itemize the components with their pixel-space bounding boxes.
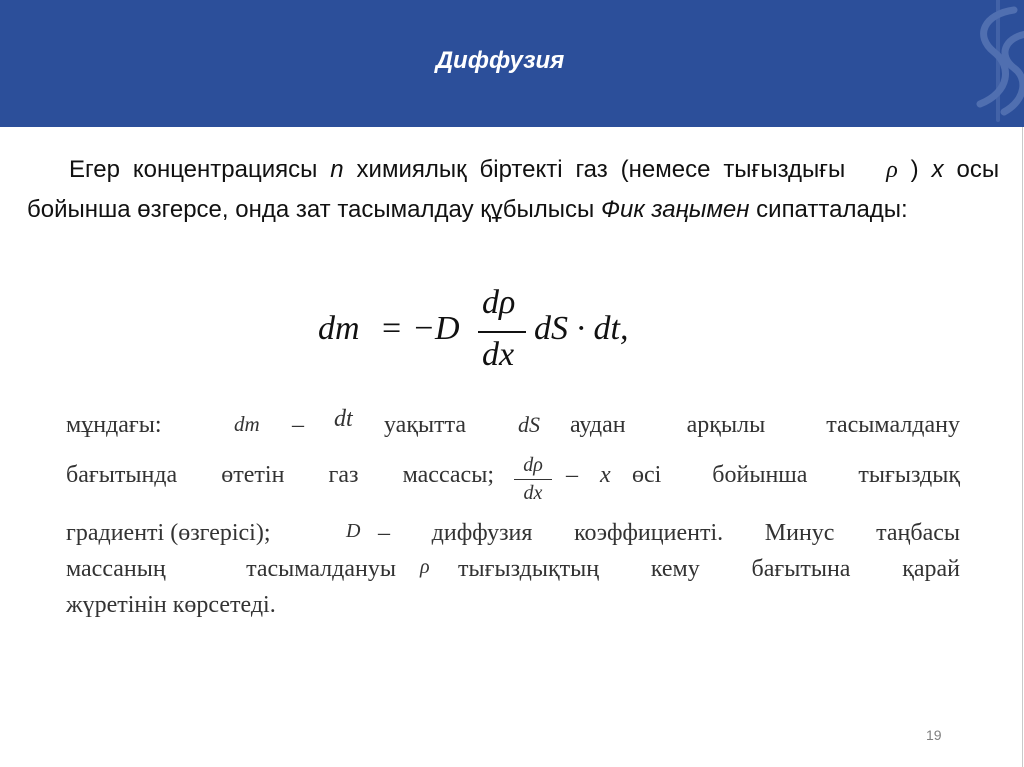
paragraph-part3: ) [910, 156, 919, 183]
symbol-dt: dt [334, 406, 353, 432]
paragraph-part1: Егер концентрациясы [69, 156, 318, 183]
formula-minus-d: −D [412, 310, 460, 347]
formula-equals: = [382, 310, 402, 347]
formula-tail: dS · dt, [534, 310, 629, 347]
symbol-rho: ρ [420, 556, 430, 578]
fick-law-formula [0, 280, 1024, 380]
explanation-line-5 [66, 592, 960, 632]
explanation-word-mundagy: мұндағы: [66, 412, 162, 438]
symbol-D: D [346, 520, 361, 542]
paragraph-part2: химиялық біртекті газ (немесе тығыздығы [356, 156, 846, 183]
fick-law-term: Фик заңымен [600, 196, 750, 223]
explanation-line5-text: жүретінін көрсетеді. [66, 592, 276, 618]
dollar-swirl-watermark-icon [954, 0, 1024, 127]
paragraph-part4: осы бойынша өзгерсе, онда зат тасымалдау құбылысы [27, 156, 1000, 223]
explanation-dash: – [292, 412, 304, 438]
slide-title: Диффузия [435, 47, 565, 74]
explanation-fraction-den: dx [523, 482, 543, 504]
explanation-line4-tail: тығыздықтың кему бағытына қарай [458, 556, 960, 582]
symbol-ds: dS [518, 412, 540, 437]
explanation-line4-text: массаның тасымалдануы [66, 556, 396, 582]
paragraph-part5: сипатталады: [756, 196, 908, 223]
variable-rho: ρ [886, 157, 898, 183]
variable-x: x [931, 156, 944, 183]
explanation-line3-text: градиенті (өзгерісі); [66, 520, 271, 546]
explanation-line2-tail: өсі бойынша тығыздық [632, 462, 960, 488]
slide-header [0, 0, 1024, 127]
explanation-fraction-num: dρ [523, 454, 543, 476]
explanation-word-uakytta: уақытта [384, 412, 467, 438]
formula-fraction-bar [478, 331, 526, 333]
formula-lhs: dm [318, 310, 360, 347]
formula-numerator: dρ [482, 284, 516, 321]
explanation-line2-text: бағытында өтетін газ массасы; [66, 462, 494, 488]
page-number: 19 [926, 727, 942, 743]
explanation-line3-tail: – диффузия коэффициенті. Минус таңбасы [378, 520, 960, 546]
formula-denominator: dx [482, 336, 515, 373]
explanation-fraction [514, 454, 552, 505]
symbol-x: x [600, 462, 611, 488]
explanation-fraction-bar [514, 479, 552, 480]
intro-paragraph [27, 150, 999, 230]
explanation-dash-2: – [566, 462, 578, 488]
explanation-line1-tail: аудан арқылы тасымалдану [570, 412, 960, 438]
explanation-line-4 [66, 556, 960, 596]
variable-n: n [330, 156, 344, 183]
explanation-line-3 [66, 520, 960, 560]
explanation-line-1 [66, 406, 960, 452]
explanation-line-2 [66, 454, 960, 522]
symbol-dm: dm [234, 412, 260, 436]
